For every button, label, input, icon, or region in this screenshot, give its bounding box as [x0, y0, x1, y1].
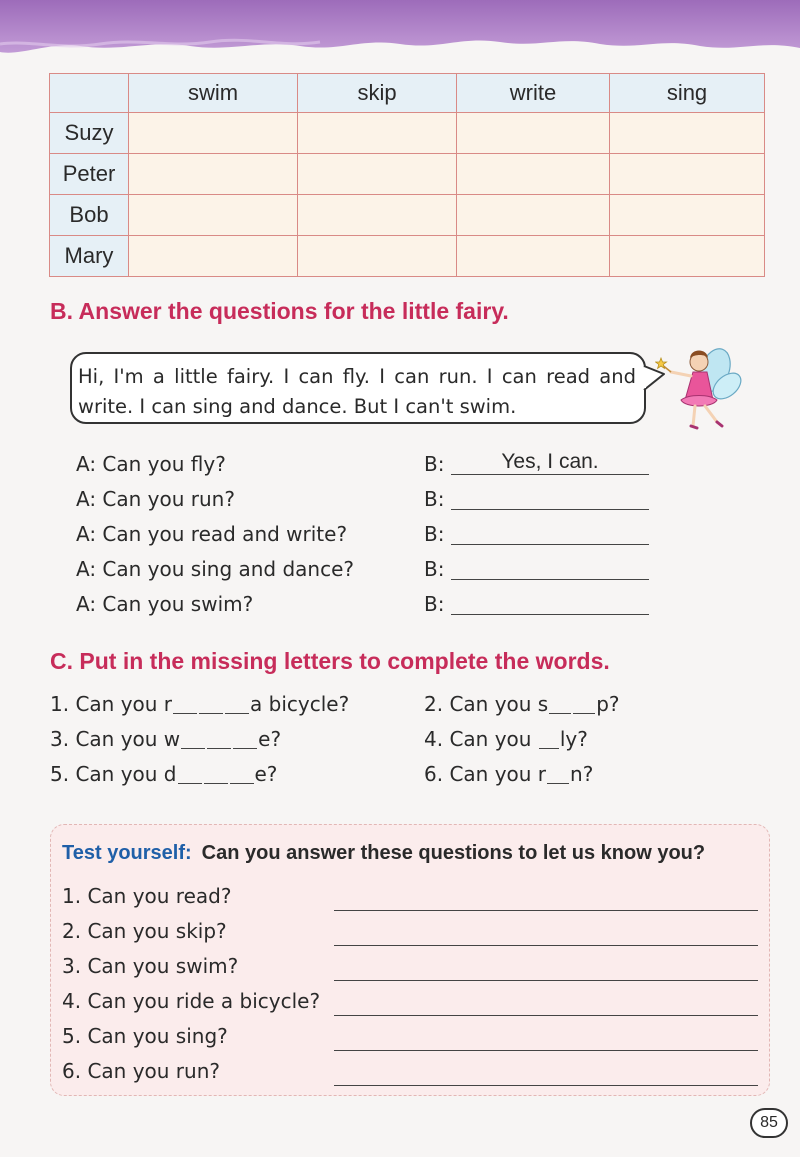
qa-b-label: B:: [424, 557, 445, 581]
answer-line[interactable]: [451, 474, 649, 475]
table-cell[interactable]: [129, 113, 298, 154]
qa-b-label: B:: [424, 592, 445, 616]
qa-question: A: Can you run?: [76, 487, 235, 511]
missing-letters-item: [50, 692, 349, 716]
table-header-cell: swim: [129, 74, 298, 113]
test-question: 3. Can you swim?: [62, 954, 239, 978]
table-cell[interactable]: [610, 236, 765, 277]
letter-blank[interactable]: [204, 783, 228, 784]
table-cell[interactable]: [457, 195, 610, 236]
letter-blank[interactable]: [539, 748, 559, 749]
qa-answer: Yes, I can.: [501, 450, 599, 473]
table-row-name: Mary: [50, 236, 129, 277]
table-corner-cell: [50, 74, 129, 113]
test-item: [62, 954, 762, 988]
qa-item: [76, 452, 656, 486]
letter-blank[interactable]: [178, 783, 202, 784]
table-row: [50, 113, 765, 154]
qa-question: A: Can you sing and dance?: [76, 557, 355, 581]
qa-b-label: B:: [424, 487, 445, 511]
test-item: [62, 1059, 762, 1093]
test-question: 5. Can you sing?: [62, 1024, 228, 1048]
answer-line[interactable]: [451, 614, 649, 615]
table-cell[interactable]: [298, 154, 457, 195]
answer-line[interactable]: [334, 980, 758, 981]
table-cell[interactable]: [129, 236, 298, 277]
letter-blank[interactable]: [173, 713, 197, 714]
qa-question: A: Can you swim?: [76, 592, 254, 616]
answer-line[interactable]: [334, 1050, 758, 1051]
table-cell[interactable]: [298, 113, 457, 154]
table-cell[interactable]: [298, 236, 457, 277]
letter-blank[interactable]: [233, 748, 257, 749]
test-question: 2. Can you skip?: [62, 919, 227, 943]
fill-suffix: ly?: [559, 727, 588, 751]
answer-line[interactable]: [451, 544, 649, 545]
test-item: [62, 1024, 762, 1058]
qa-question: A: Can you fly?: [76, 452, 226, 476]
fill-suffix: e?: [254, 762, 278, 786]
fill-prefix: 3. Can you w: [50, 727, 181, 751]
missing-letters-item: [50, 727, 281, 751]
table-cell[interactable]: [457, 236, 610, 277]
page-number: 85: [750, 1108, 788, 1138]
answer-line[interactable]: [334, 945, 758, 946]
fill-suffix: a bicycle?: [250, 692, 350, 716]
qa-item: [76, 487, 656, 521]
missing-letters-item: [424, 727, 588, 751]
table-cell[interactable]: [610, 195, 765, 236]
table-cell[interactable]: [129, 195, 298, 236]
table-header-row: [50, 74, 765, 113]
letter-blank[interactable]: [225, 713, 249, 714]
table-row-name: Peter: [50, 154, 129, 195]
qa-b-label: B:: [424, 522, 445, 546]
letter-blank[interactable]: [230, 783, 254, 784]
table-row-name: Bob: [50, 195, 129, 236]
table-cell[interactable]: [457, 154, 610, 195]
table-row-name: Suzy: [50, 113, 129, 154]
letter-blank[interactable]: [181, 748, 205, 749]
missing-letters-item: [424, 692, 620, 716]
fill-prefix: 2. Can you s: [424, 692, 549, 716]
test-label: Test yourself:: [62, 842, 192, 864]
letter-blank[interactable]: [573, 713, 595, 714]
answer-line[interactable]: [451, 509, 649, 510]
table-cell[interactable]: [610, 113, 765, 154]
missing-letters-item: [424, 762, 593, 786]
letter-blank[interactable]: [547, 783, 569, 784]
section-c-title: C. Put in the missing letters to complete the words.: [50, 648, 610, 674]
test-heading-text: Can you answer these questions to let us know you?: [201, 842, 706, 864]
header-band: [0, 0, 800, 62]
table-row: [50, 236, 765, 277]
letter-blank[interactable]: [207, 748, 231, 749]
fill-suffix: e?: [258, 727, 282, 751]
table-cell[interactable]: [129, 154, 298, 195]
letter-blank[interactable]: [549, 713, 571, 714]
table-row: [50, 195, 765, 236]
answer-line[interactable]: [451, 579, 649, 580]
table-header-cell: skip: [298, 74, 457, 113]
section-b-title: B. Answer the questions for the little fairy.: [50, 298, 509, 324]
table-cell[interactable]: [298, 195, 457, 236]
qa-item: [76, 592, 656, 626]
test-question: 4. Can you ride a bicycle?: [62, 989, 321, 1013]
missing-letters-item: [50, 762, 277, 786]
test-item: [62, 884, 762, 918]
test-item: [62, 919, 762, 953]
fill-prefix: 6. Can you r: [424, 762, 547, 786]
answer-line[interactable]: [334, 1015, 758, 1016]
fill-suffix: p?: [596, 692, 620, 716]
answer-line[interactable]: [334, 910, 758, 911]
table-row: [50, 154, 765, 195]
answer-line[interactable]: [334, 1085, 758, 1086]
fill-suffix: n?: [570, 762, 594, 786]
table-header-cell: write: [457, 74, 610, 113]
qa-b-label: B:: [424, 452, 445, 476]
test-question: 1. Can you read?: [62, 884, 232, 908]
test-question: 6. Can you run?: [62, 1059, 220, 1083]
fill-prefix: 4. Can you: [424, 727, 538, 751]
fairy-illustration-icon: [655, 342, 747, 434]
table-cell[interactable]: [610, 154, 765, 195]
qa-item: [76, 522, 656, 556]
speech-bubble: Hi, I'm a little fairy. I can fly. I can run. I can read and write. I can sing and dance. But I can't swim.: [70, 352, 646, 424]
test-heading: [62, 842, 705, 865]
letter-blank[interactable]: [199, 713, 223, 714]
qa-question: A: Can you read and write?: [76, 522, 348, 546]
table-header-cell: sing: [610, 74, 765, 113]
test-item: [62, 989, 762, 1023]
fill-prefix: 5. Can you d: [50, 762, 177, 786]
fill-prefix: 1. Can you r: [50, 692, 173, 716]
qa-item: [76, 557, 656, 591]
table-cell[interactable]: [457, 113, 610, 154]
ability-table: [49, 73, 765, 277]
